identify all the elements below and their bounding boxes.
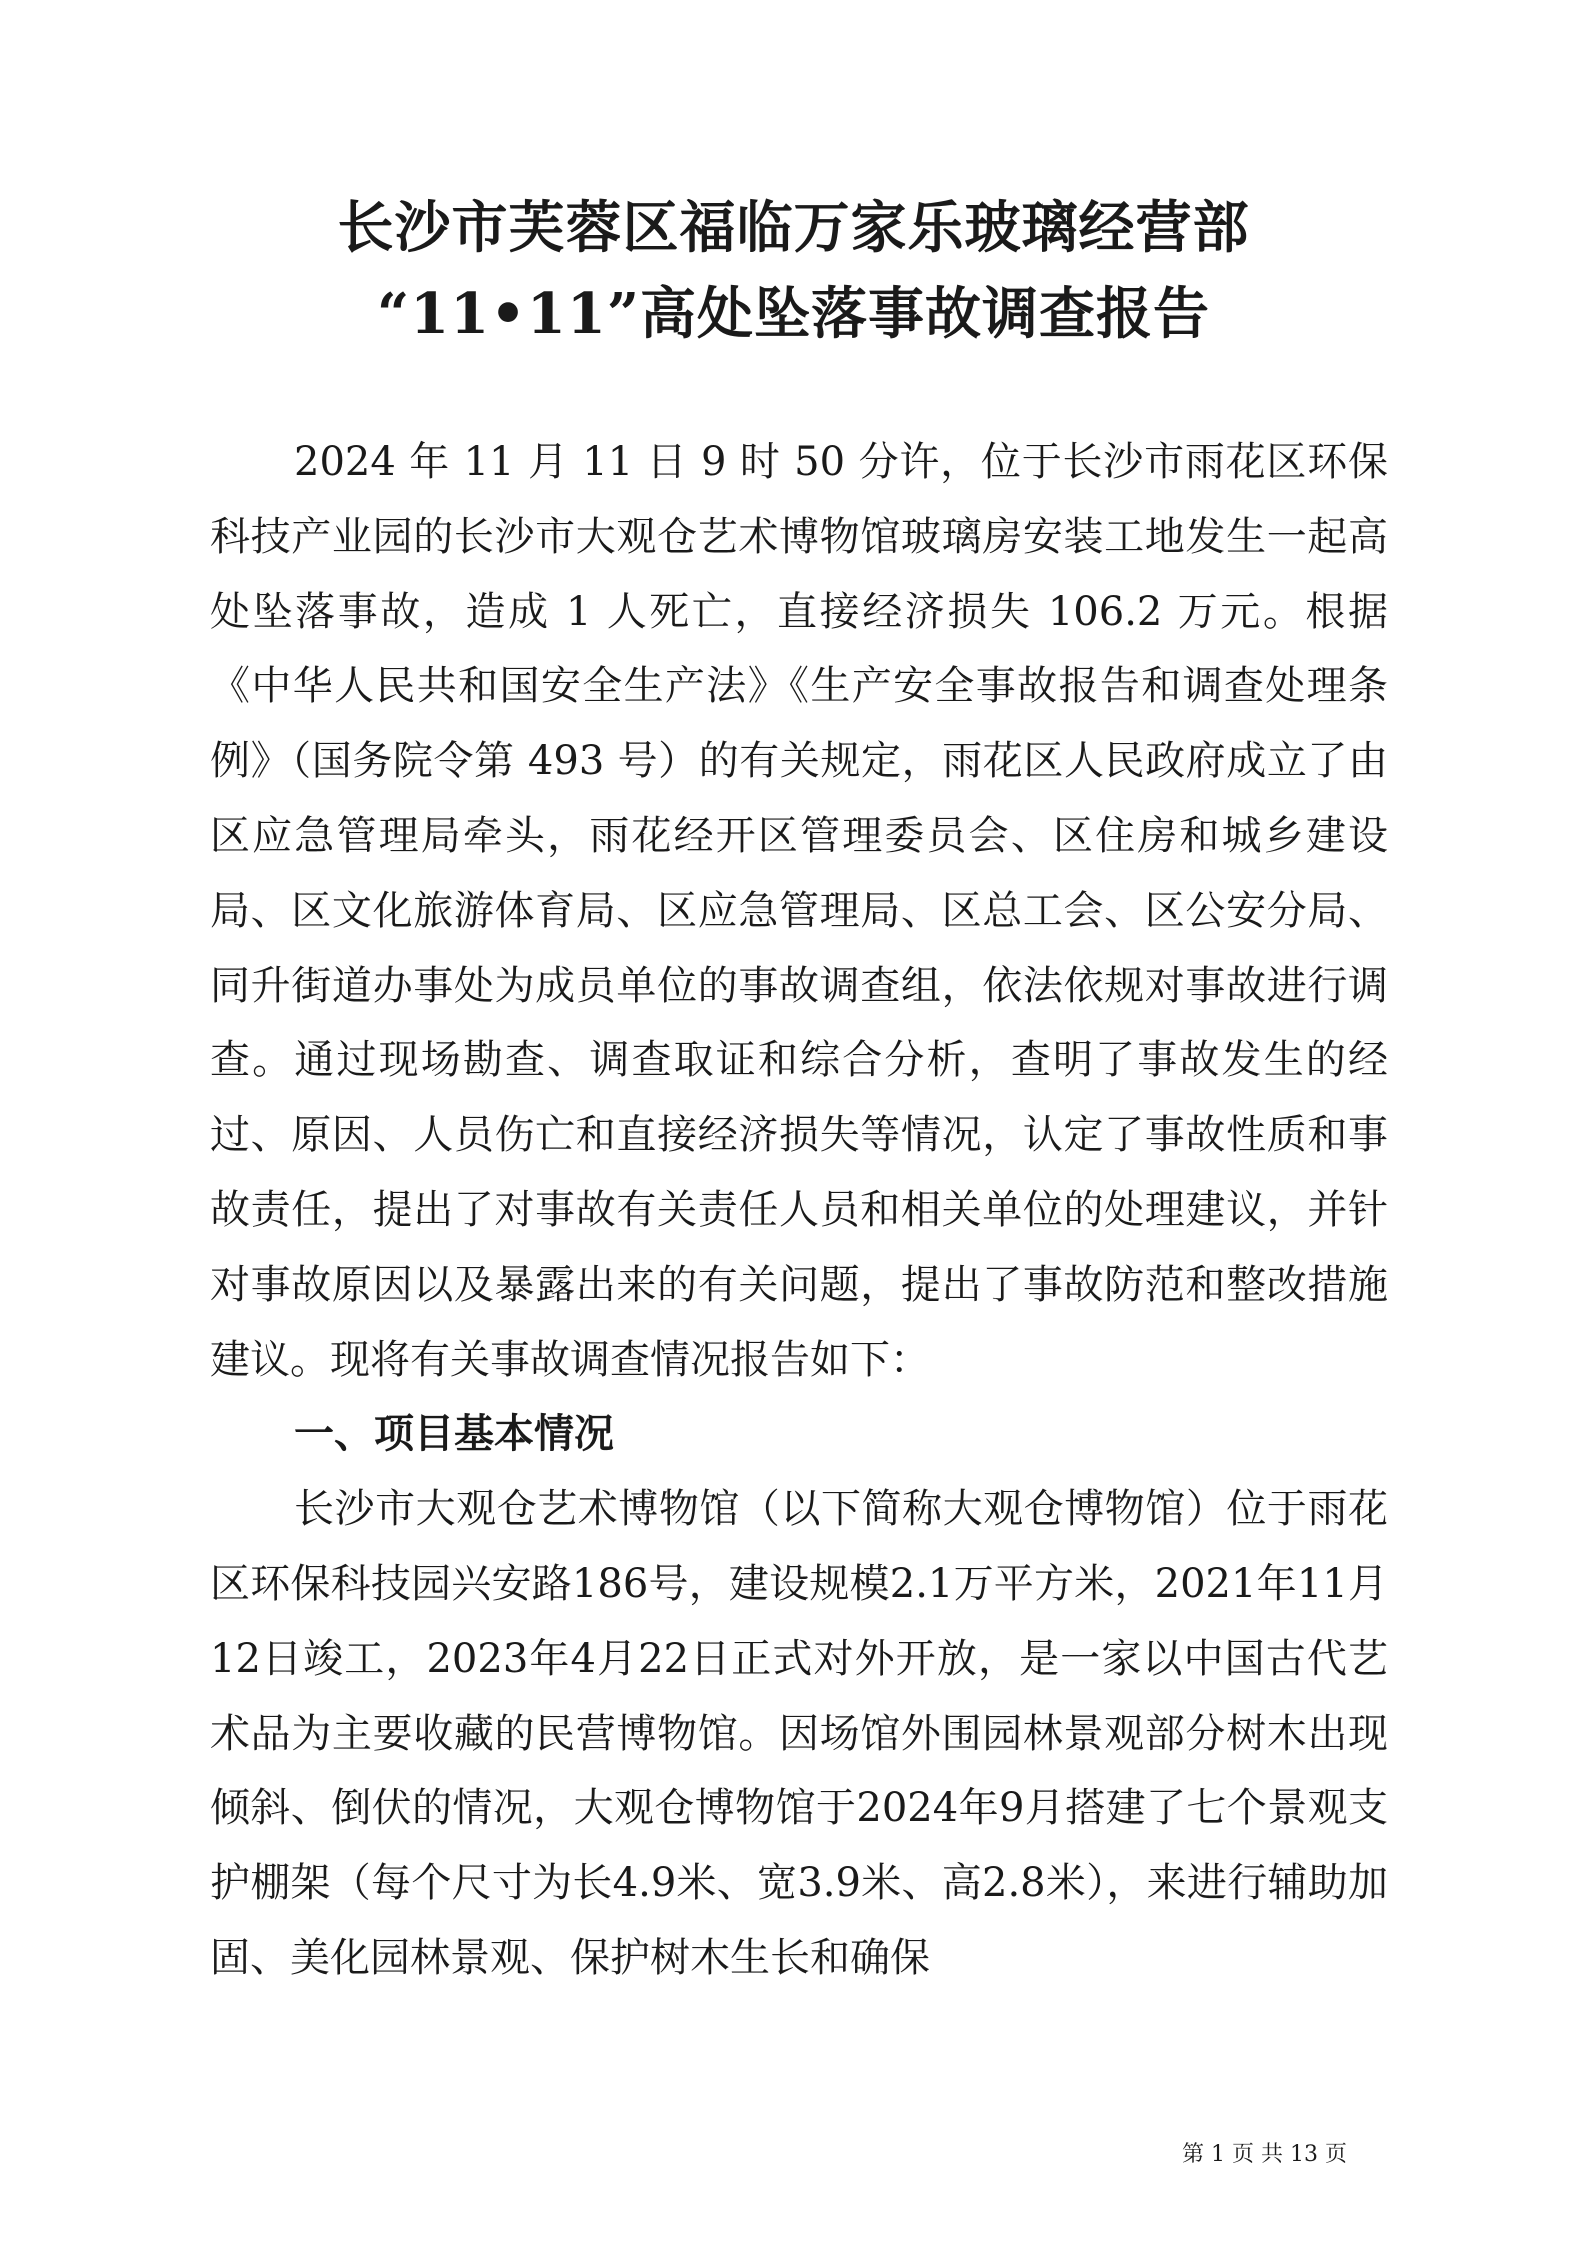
document-body: [210, 425, 1388, 1996]
document-title: [0, 185, 1587, 357]
section-heading-project-overview: 一、项目基本情况: [294, 1411, 614, 1458]
page-number-footer: 第 1 页 共 13 页: [1182, 2142, 1347, 2167]
title-line-2: “11•11”高处坠落事故调查报告: [376, 281, 1211, 347]
section-paragraph-project-overview: 长沙市大观仓艺术博物馆（以下简称大观仓博物馆）位于雨花区环保科技园兴安路186号，建设规模2.1万平方米，2021年11月12日竣工，2023年4月22日正式对外开放，是一家以中国古代艺术品为主要收藏的民营博物馆。因场馆外围园林景观部分树木出现倾斜、倒伏的情况，大观仓博物馆于2024年9月搭建了七个景观支护棚架（每个尺寸为长4.9米、宽3.9米、高2.8米），来进行辅助加固、美化园林景观、保护树木生长和确保: [210, 1486, 1388, 1981]
intro-paragraph: 2024 年 11 月 11 日 9 时 50 分许，位于长沙市雨花区环保科技产业园的长沙市大观仓艺术博物馆玻璃房安装工地发生一起高处坠落事故，造成 1 人死亡，直接经济损失 106.2 万元。根据《中华人民共和国安全生产法》《生产安全事故报告和调查处理条例》（国务院令第 493 号）的有关规定，雨花区人民政府成立了由区应急管理局牵头，雨花经开区管理委员会、区住房和城乡建设局、区文化旅游体育局、区应急管理局、区总工会、区公安分局、同升街道办事处为成员单位的事故调查组，依法依规对事故进行调查。通过现场勘查、调查取证和综合分析，查明了事故发生的经过、原因、人员伤亡和直接经济损失等情况，认定了事故性质和事故责任，提出了对事故有关责任人员和相关单位的处理建议，并针对事故原因以及暴露出来的有关问题，提出了事故防范和整改措施建议。现将有关事故调查情况报告如下：: [210, 439, 1388, 1383]
title-line-1: 长沙市芙蓉区福临万家乐玻璃经营部: [337, 195, 1250, 261]
